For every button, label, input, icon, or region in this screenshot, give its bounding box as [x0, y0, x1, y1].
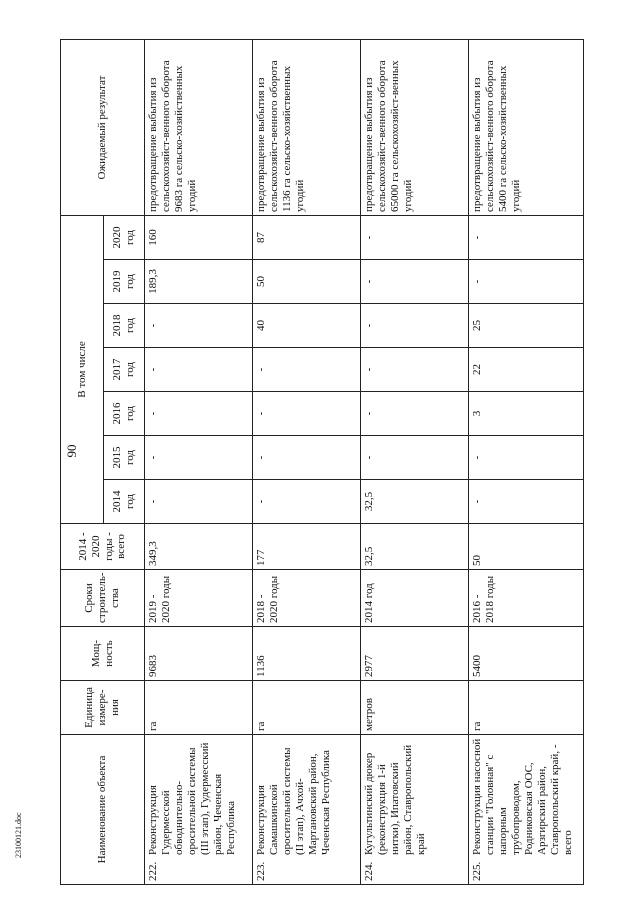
year-value-cell: 189,3 — [145, 260, 253, 304]
header-year: 2020 год — [104, 216, 145, 260]
terms-cell: 2014 год — [361, 570, 469, 627]
year-value-cell: 40 — [253, 304, 361, 348]
table-row — [145, 40, 253, 885]
capacity-cell: 1136 — [253, 627, 361, 681]
result-cell: предотвращение выбытия из сельскохозяйст-венного оборота 1136 га сельско-хозяйственных угодий — [253, 40, 361, 216]
result-cell: предотвращение выбытия из сельскохозяйст-венного оборота 5400 га сельско-хозяйственных угодий — [469, 40, 584, 216]
capacity-cell: 5400 — [469, 627, 584, 681]
investment-table — [60, 39, 584, 885]
row-number: 222. — [147, 861, 159, 881]
year-value-cell: - — [145, 480, 253, 524]
year-value-cell: 87 — [253, 216, 361, 260]
year-value-cell: 3 — [469, 392, 584, 436]
table-row — [253, 40, 361, 885]
year-value-cell: - — [469, 480, 584, 524]
unit-cell: га — [145, 681, 253, 735]
year-value-cell: 25 — [469, 304, 584, 348]
header-unit: Единица измере-ния — [61, 681, 145, 735]
year-value-cell: - — [145, 348, 253, 392]
investment-table-wrapper — [60, 40, 582, 885]
table-row — [469, 40, 584, 885]
object-name: Реконструкция Самашкинской оросительной системы (II этап), Ачхой-Мартановский район, Чеченская Республика — [255, 747, 332, 855]
header-year: 2014 год — [104, 480, 145, 524]
year-value-cell: - — [361, 260, 469, 304]
year-value-cell: - — [253, 392, 361, 436]
row-number: 224. — [363, 861, 375, 881]
header-year: 2018 год — [104, 304, 145, 348]
unit-cell: га — [253, 681, 361, 735]
header-year: 2017 год — [104, 348, 145, 392]
object-cell — [361, 735, 469, 885]
terms-cell: 2016 - 2018 годы — [469, 570, 584, 627]
year-value-cell: - — [361, 216, 469, 260]
header-year: 2016 год — [104, 392, 145, 436]
header-capacity: Мощ-ность — [61, 627, 145, 681]
table-body — [145, 40, 584, 885]
total-cell: 50 — [469, 524, 584, 570]
year-value-cell: 50 — [253, 260, 361, 304]
year-value-cell: - — [361, 392, 469, 436]
table-row — [361, 40, 469, 885]
total-cell: 177 — [253, 524, 361, 570]
year-value-cell: - — [145, 304, 253, 348]
year-value-cell: 22 — [469, 348, 584, 392]
unit-cell: метров — [361, 681, 469, 735]
header-name: Наименование объекта — [61, 735, 145, 885]
header-total: 2014 - 2020 годы - всего — [61, 524, 145, 570]
footer-filename — [14, 812, 30, 878]
footer-filename-text: 23100121.doc — [14, 812, 23, 858]
year-value-cell: - — [145, 392, 253, 436]
result-cell: предотвращение выбытия из сельскохозяйст-венного оборота 65000 га сельскохозяйст-венных угодий — [361, 40, 469, 216]
year-value-cell: 32,5 — [361, 480, 469, 524]
table-header-row — [61, 40, 104, 885]
object-cell — [469, 735, 584, 885]
terms-cell: 2019 - 2020 годы — [145, 570, 253, 627]
year-value-cell: - — [469, 260, 584, 304]
year-value-cell: 160 — [145, 216, 253, 260]
capacity-cell: 9683 — [145, 627, 253, 681]
unit-cell: га — [469, 681, 584, 735]
object-cell — [145, 735, 253, 885]
header-year: 2019 год — [104, 260, 145, 304]
object-name: Кугультинский дюкер (реконструкция 1-й нитки), Ипатовский район, Ставропольский край — [363, 744, 427, 855]
header-terms: Сроки строитель-ства — [61, 570, 145, 627]
header-result: Ожидаемый результат — [61, 40, 145, 216]
total-cell: 32,5 — [361, 524, 469, 570]
row-number: 225. — [471, 861, 483, 881]
object-name: Реконструкция насосной станции "Головная" с напорным трубопроводом, Родниковская ООС, Арзгирский район, Ставропольский край, - всего — [471, 738, 574, 855]
year-value-cell: - — [469, 216, 584, 260]
year-value-cell: - — [253, 480, 361, 524]
year-value-cell: - — [253, 436, 361, 480]
header-including: В том числе — [61, 216, 104, 524]
year-value-cell: - — [361, 304, 469, 348]
object-cell — [253, 735, 361, 885]
capacity-cell: 2977 — [361, 627, 469, 681]
year-value-cell: - — [469, 436, 584, 480]
year-value-cell: - — [253, 348, 361, 392]
total-cell: 349,3 — [145, 524, 253, 570]
year-value-cell: - — [361, 436, 469, 480]
object-name: Реконструкция Гудермесской обводнительно-оросительной системы (III этап), Гудермесский район, Чеченская Республика — [147, 742, 237, 855]
year-value-cell: - — [145, 436, 253, 480]
page-number: 90 — [64, 444, 79, 458]
row-number: 223. — [255, 861, 267, 881]
result-cell: предотвращение выбытия из сельскохозяйст-венного оборота 9683 га сельско-хозяйственных угодий — [145, 40, 253, 216]
year-value-cell: - — [361, 348, 469, 392]
terms-cell: 2018 - 2020 годы — [253, 570, 361, 627]
header-year: 2015 год — [104, 436, 145, 480]
